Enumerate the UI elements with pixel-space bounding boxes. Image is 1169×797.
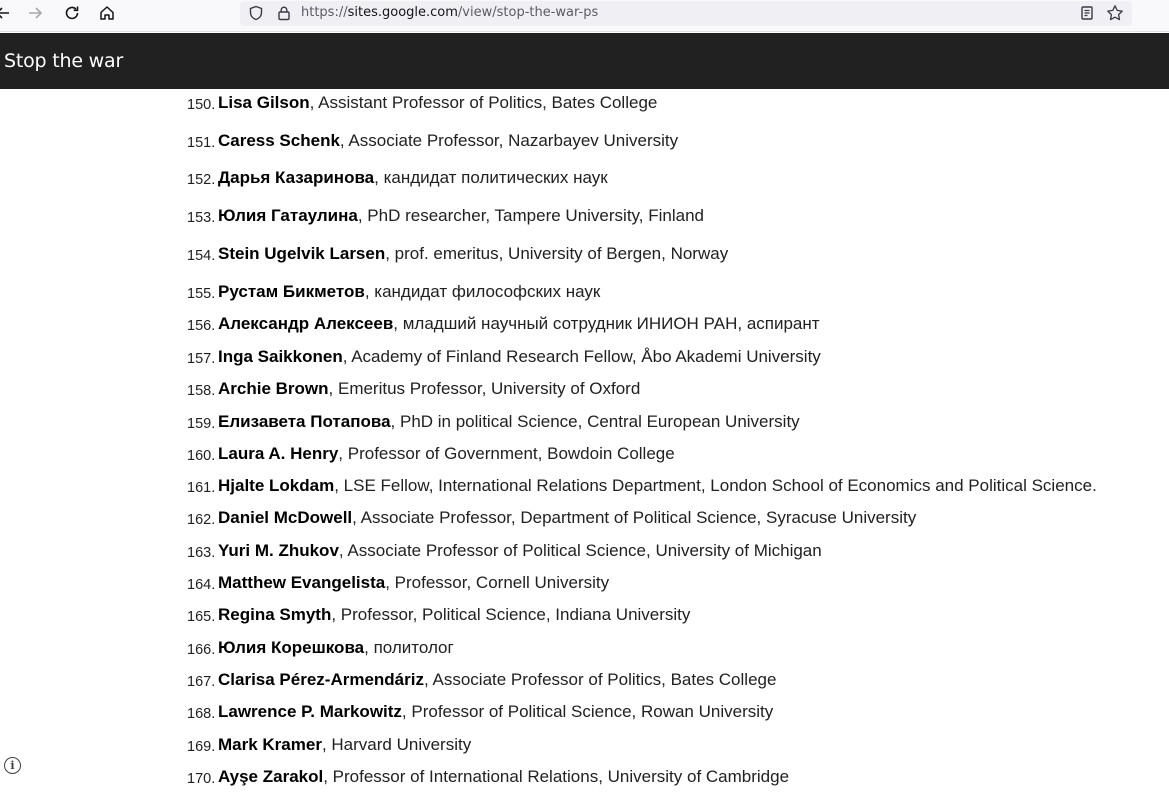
list-item-number: 151. (187, 135, 216, 151)
list-item (0, 347, 1169, 371)
list-item-number: 164. (187, 577, 216, 593)
signatory-affiliation: , Academy of Finland Research Fellow, Åbo Akademi University (342, 347, 821, 366)
list-item-number: 163. (187, 545, 216, 561)
signatory-name: Inga Saikkonen (218, 347, 343, 366)
list-item-text (218, 412, 800, 432)
list-item-text (218, 573, 609, 593)
signatory-name: Lawrence P. Markowitz (218, 702, 402, 721)
browser-toolbar (0, 0, 1169, 32)
signatory-name: Archie Brown (218, 379, 329, 398)
signatory-affiliation: , Associate Professor of Politics, Bates College (423, 670, 777, 689)
signatory-affiliation: , Associate Professor, Nazarbayev University (339, 131, 679, 150)
list-item-number: 162. (187, 512, 216, 528)
list-item (0, 314, 1169, 338)
list-item-text (218, 93, 657, 113)
list-item (0, 573, 1169, 597)
back-icon[interactable] (0, 2, 16, 24)
signatory-affiliation: , младший научный сотрудник ИНИОН РАН, аспирант (393, 314, 820, 333)
list-item (0, 702, 1169, 726)
list-item-text (218, 735, 471, 755)
lock-icon[interactable] (273, 2, 295, 24)
list-item (0, 735, 1169, 759)
signatory-affiliation: , кандидат политических наук (374, 168, 608, 187)
list-item-text (218, 605, 690, 625)
signatory-affiliation: , Professor of Government, Bowdoin College (338, 444, 675, 463)
list-item (0, 412, 1169, 436)
signatory-affiliation: , LSE Fellow, International Relations Department, London School of Economics and Political Science. (334, 476, 1097, 495)
list-item (0, 541, 1169, 565)
signatory-affiliation: , Assistant Professor of Politics, Bates College (309, 93, 658, 112)
signatory-affiliation: , Associate Professor of Political Science, University of Michigan (338, 541, 822, 560)
list-item-text (218, 476, 1097, 496)
list-item-number: 160. (187, 448, 216, 464)
signatory-affiliation: , PhD researcher, Tampere University, Finland (357, 206, 704, 225)
list-item (0, 605, 1169, 629)
signatory-name: Юлия Корешкова (218, 638, 365, 657)
list-item (0, 244, 1169, 268)
signatory-name: Laura A. Henry (218, 444, 339, 463)
list-item-number: 156. (187, 318, 216, 334)
list-item (0, 168, 1169, 192)
list-item-text (218, 347, 821, 367)
signatory-name: Юлия Гатаулина (218, 206, 358, 225)
list-item (0, 767, 1169, 791)
signatory-name: Mark Kramer (218, 735, 322, 754)
signatory-name: Елизавета Потапова (218, 412, 391, 431)
list-item-number: 167. (187, 674, 216, 690)
list-item-text (218, 244, 728, 264)
list-item-text (218, 206, 704, 226)
signatory-affiliation: , Emeritus Professor, University of Oxford (328, 379, 641, 398)
list-item-text (218, 508, 916, 528)
url-prefix: https:// (301, 5, 348, 20)
forward-icon[interactable] (22, 2, 50, 24)
signatory-name: Дарья Казаринова (218, 168, 375, 187)
list-item-text (218, 282, 600, 302)
list-item (0, 444, 1169, 468)
list-item-text (218, 314, 820, 334)
list-item-number: 158. (187, 383, 216, 399)
list-item (0, 508, 1169, 532)
signatory-name: Stein Ugelvik Larsen (218, 244, 386, 263)
shield-icon[interactable] (245, 2, 267, 24)
site-header (0, 33, 1169, 89)
reload-icon[interactable] (58, 2, 86, 24)
list-item-number: 168. (187, 706, 216, 722)
list-item (0, 282, 1169, 306)
signatory-name: Daniel McDowell (218, 508, 353, 527)
signatory-name: Александр Алексеев (218, 314, 394, 333)
list-item-text (218, 541, 822, 561)
list-item-number: 152. (187, 172, 216, 188)
url-bar[interactable] (240, 1, 1132, 26)
list-item (0, 93, 1169, 117)
list-item-number: 169. (187, 739, 216, 755)
list-item-text (218, 702, 773, 722)
list-item-text (218, 767, 789, 787)
signatory-affiliation: , Professor of Political Science, Rowan University (401, 702, 774, 721)
signatory-name: Regina Smyth (218, 605, 332, 624)
list-item-number: 170. (187, 771, 216, 787)
list-item-text (218, 131, 678, 151)
list-item-text (218, 444, 675, 464)
list-item-number: 159. (187, 416, 216, 432)
signatory-name: Рустам Бикметов (218, 282, 365, 301)
signatory-affiliation: , Harvard University (321, 735, 472, 754)
list-item-number: 161. (187, 480, 216, 496)
list-item (0, 638, 1169, 662)
list-item-text (218, 168, 608, 188)
list-item (0, 670, 1169, 694)
list-item (0, 476, 1169, 500)
signatory-affiliation: , Professor, Political Science, Indiana University (331, 605, 691, 624)
signatory-name: Yuri M. Zhukov (218, 541, 339, 560)
signatory-affiliation: , Associate Professor, Department of Political Science, Syracuse University (352, 508, 917, 527)
home-icon[interactable] (93, 2, 121, 24)
list-item-number: 153. (187, 210, 216, 226)
list-item-number: 165. (187, 609, 216, 625)
info-icon[interactable]: i (4, 757, 21, 774)
list-item-number: 155. (187, 286, 216, 302)
signatory-name: Caress Schenk (218, 131, 340, 150)
signatory-name: Ayşe Zarakol (218, 767, 324, 786)
url-path: /view/stop-the-war-ps (457, 5, 599, 20)
site-title[interactable]: Stop the war (4, 50, 124, 72)
signatory-affiliation: , кандидат философских наук (364, 282, 601, 301)
url-domain: sites.google.com (347, 5, 458, 20)
url-text[interactable] (301, 5, 598, 20)
list-item (0, 379, 1169, 403)
signatory-affiliation: , PhD in political Science, Central European University (390, 412, 800, 431)
list-item-text (218, 670, 776, 690)
list-item-number: 166. (187, 642, 216, 658)
signatory-affiliation: , prof. emeritus, University of Bergen, Norway (385, 244, 729, 263)
signatory-affiliation: , Professor, Cornell University (385, 573, 610, 592)
list-item-text (218, 638, 454, 658)
list-item-number: 157. (187, 351, 216, 367)
list-item-number: 150. (187, 97, 216, 113)
list-item-number: 154. (187, 248, 216, 264)
signatory-name: Hjalte Lokdam (218, 476, 335, 495)
list-item-text (218, 379, 640, 399)
signatory-name: Matthew Evangelista (218, 573, 386, 592)
list-item (0, 131, 1169, 155)
signatory-name: Lisa Gilson (218, 93, 310, 112)
signatory-name: Clarisa Pérez-Armendáriz (218, 670, 424, 689)
bookmark-star-icon[interactable] (1104, 2, 1126, 24)
signatory-affiliation: , Professor of International Relations, University of Cambridge (323, 767, 790, 786)
list-item (0, 206, 1169, 230)
reader-view-icon[interactable] (1076, 2, 1098, 24)
signatory-affiliation: , политолог (364, 638, 454, 657)
